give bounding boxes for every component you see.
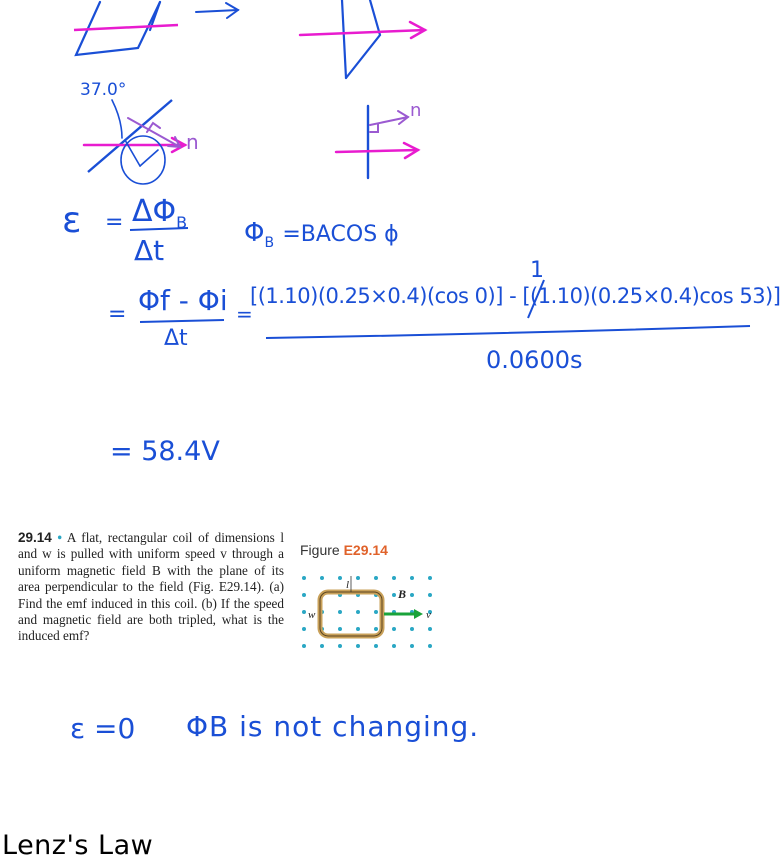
field-dot <box>356 576 360 580</box>
field-dot <box>428 593 432 597</box>
field-dot <box>374 644 378 648</box>
coil-edge-top-right <box>342 0 380 78</box>
field-dot <box>428 627 432 631</box>
denominator-value: 0.0600s <box>486 346 583 374</box>
normal-vector-right <box>370 111 408 132</box>
field-dot <box>320 644 324 648</box>
field-dot <box>428 576 432 580</box>
emf-symbol: ε <box>62 200 82 241</box>
field-arrow-top-right <box>300 22 425 38</box>
field-dot <box>356 627 360 631</box>
flux-explanation: ΦB is not changing. <box>186 710 480 743</box>
field-dot <box>320 576 324 580</box>
bracket-expression: [(1.10)(0.25×0.4)(cos 0)] - [(1.10)(0.25×0.4)cos 53)] <box>250 284 781 308</box>
delta-t-denominator: Δt <box>134 234 165 267</box>
field-dot <box>302 576 306 580</box>
strike-replacement: 1 <box>530 258 544 283</box>
field-dot <box>302 644 306 648</box>
field-dot <box>428 644 432 648</box>
phi-difference: Φf - Φi <box>138 284 228 317</box>
equals-sign-1: = <box>105 210 124 235</box>
field-dot <box>302 627 306 631</box>
equals-sign-2: = <box>108 302 127 327</box>
angle-label: 37.0° <box>80 80 127 100</box>
field-arrow-middle-right <box>336 143 418 158</box>
field-dot <box>392 627 396 631</box>
label-l: l <box>346 579 350 591</box>
normal-label-left: n <box>186 130 199 154</box>
field-dot <box>338 644 342 648</box>
field-arrow-middle-left <box>84 138 185 152</box>
field-dot <box>338 610 342 614</box>
field-dot <box>302 610 306 614</box>
field-dot <box>392 576 396 580</box>
delta-t-denominator-2: Δt <box>164 326 188 351</box>
label-w: w <box>308 609 316 621</box>
figure-e29-14 <box>296 570 446 652</box>
normal-label-right: n <box>410 100 422 121</box>
problem-number: 29.14 <box>18 530 52 545</box>
emf-zero-answer: ε =0 <box>70 712 136 745</box>
field-dot <box>392 644 396 648</box>
fraction-bar-2 <box>140 320 224 322</box>
label-B: B <box>398 587 407 601</box>
field-dot <box>392 593 396 597</box>
field-dot <box>410 627 414 631</box>
field-dot <box>374 627 378 631</box>
coil-rectangle <box>320 592 382 636</box>
figure-caption: Figure E29.14 <box>300 542 388 558</box>
arrow-right-top <box>196 3 238 18</box>
field-dot <box>356 610 360 614</box>
section-heading: Lenz's Law <box>2 830 154 861</box>
result-value: = 58.4V <box>110 436 220 467</box>
difficulty-dot: • <box>57 530 63 545</box>
problem-body: A flat, rectangular coil of dimensions l and w is pulled with uniform speed v through a uniform magnetic field B with the plane of its area perpendicular to the field (Fig. E29.14). (a) Find the emf induced in this coil. (b) If the speed and magnetic field are both tripled, what is the induced emf? <box>18 530 284 644</box>
field-dot <box>338 627 342 631</box>
field-dot <box>410 576 414 580</box>
equals-sign-3: = <box>236 302 253 326</box>
flux-definition: $\Phi_B$ =BACOS ϕ <box>244 218 399 252</box>
delta-phi-numerator: $\Delta\Phi_B$ <box>132 194 188 232</box>
field-dot <box>410 593 414 597</box>
field-dot <box>302 593 306 597</box>
field-dot <box>410 644 414 648</box>
field-dot <box>356 644 360 648</box>
field-dot <box>374 610 378 614</box>
fraction-bar-3 <box>266 326 750 338</box>
field-dot <box>338 576 342 580</box>
problem-text <box>18 530 284 645</box>
label-v: v <box>426 609 431 621</box>
field-dot <box>374 576 378 580</box>
